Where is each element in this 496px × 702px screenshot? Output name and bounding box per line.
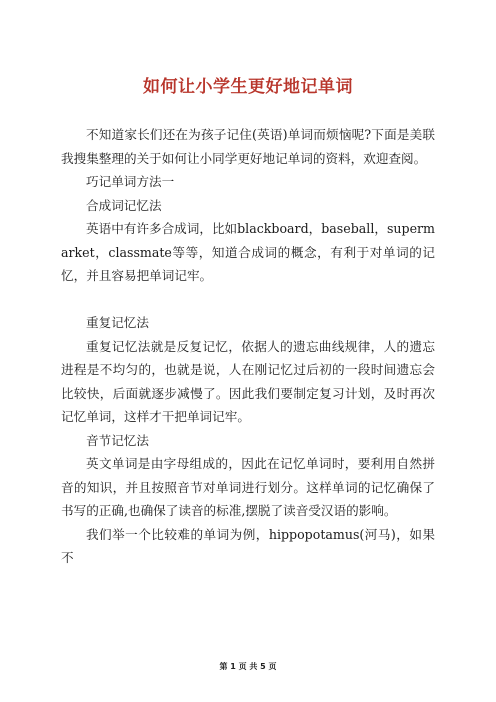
example-paragraph: 我们举一个比较难的单词为例，hippopotamus(河马)，如果不 [61,526,435,565]
compound-word-paragraph: 英语中有许多合成词，比如blackboard，baseball，supermarket，classmate等等，知道合成词的概念，有利于对单词的记忆，并且容易把单词记牢。 [61,221,435,283]
subheading-compound-word: 合成词记忆法 [86,197,162,213]
subheading-repetition: 重复记忆法 [86,315,149,330]
section-heading-method-one: 巧记单词方法一 [86,174,175,189]
intro-paragraph: 不知道家长们还在为孩子记住(英语)单词而烦恼呢?下面是美联我搜集整理的关于如何让小同学更好地记单词的资料，欢迎查阅。 [61,127,435,166]
blank-line [61,288,435,312]
page-number-footer: 第 1 页 共 5 页 [219,662,277,671]
document-body [61,123,435,570]
subheading-syllable: 音节记忆法 [86,432,149,448]
document-title: 如何让小学生更好地记单词 [143,77,353,97]
repetition-paragraph: 重复记忆法就是反复记忆，依据人的遗忘曲线规律，人的遗忘进程是不均匀的，也就是说，人在刚记忆过后初的一段时间遗忘会比较快，后面就逐步减慢了。因此我们要制定复习计划，及时再次记忆单词，这样才干把单词记牢。 [61,338,435,424]
syllable-paragraph: 英文单词是由字母组成的，因此在记忆单词时，要利用自然拼音的知识，并且按照音节对单词进行划分。这样单词的记忆确保了书写的正确,也确保了读音的标准,摆脱了读音受汉语的影响。 [61,456,435,518]
